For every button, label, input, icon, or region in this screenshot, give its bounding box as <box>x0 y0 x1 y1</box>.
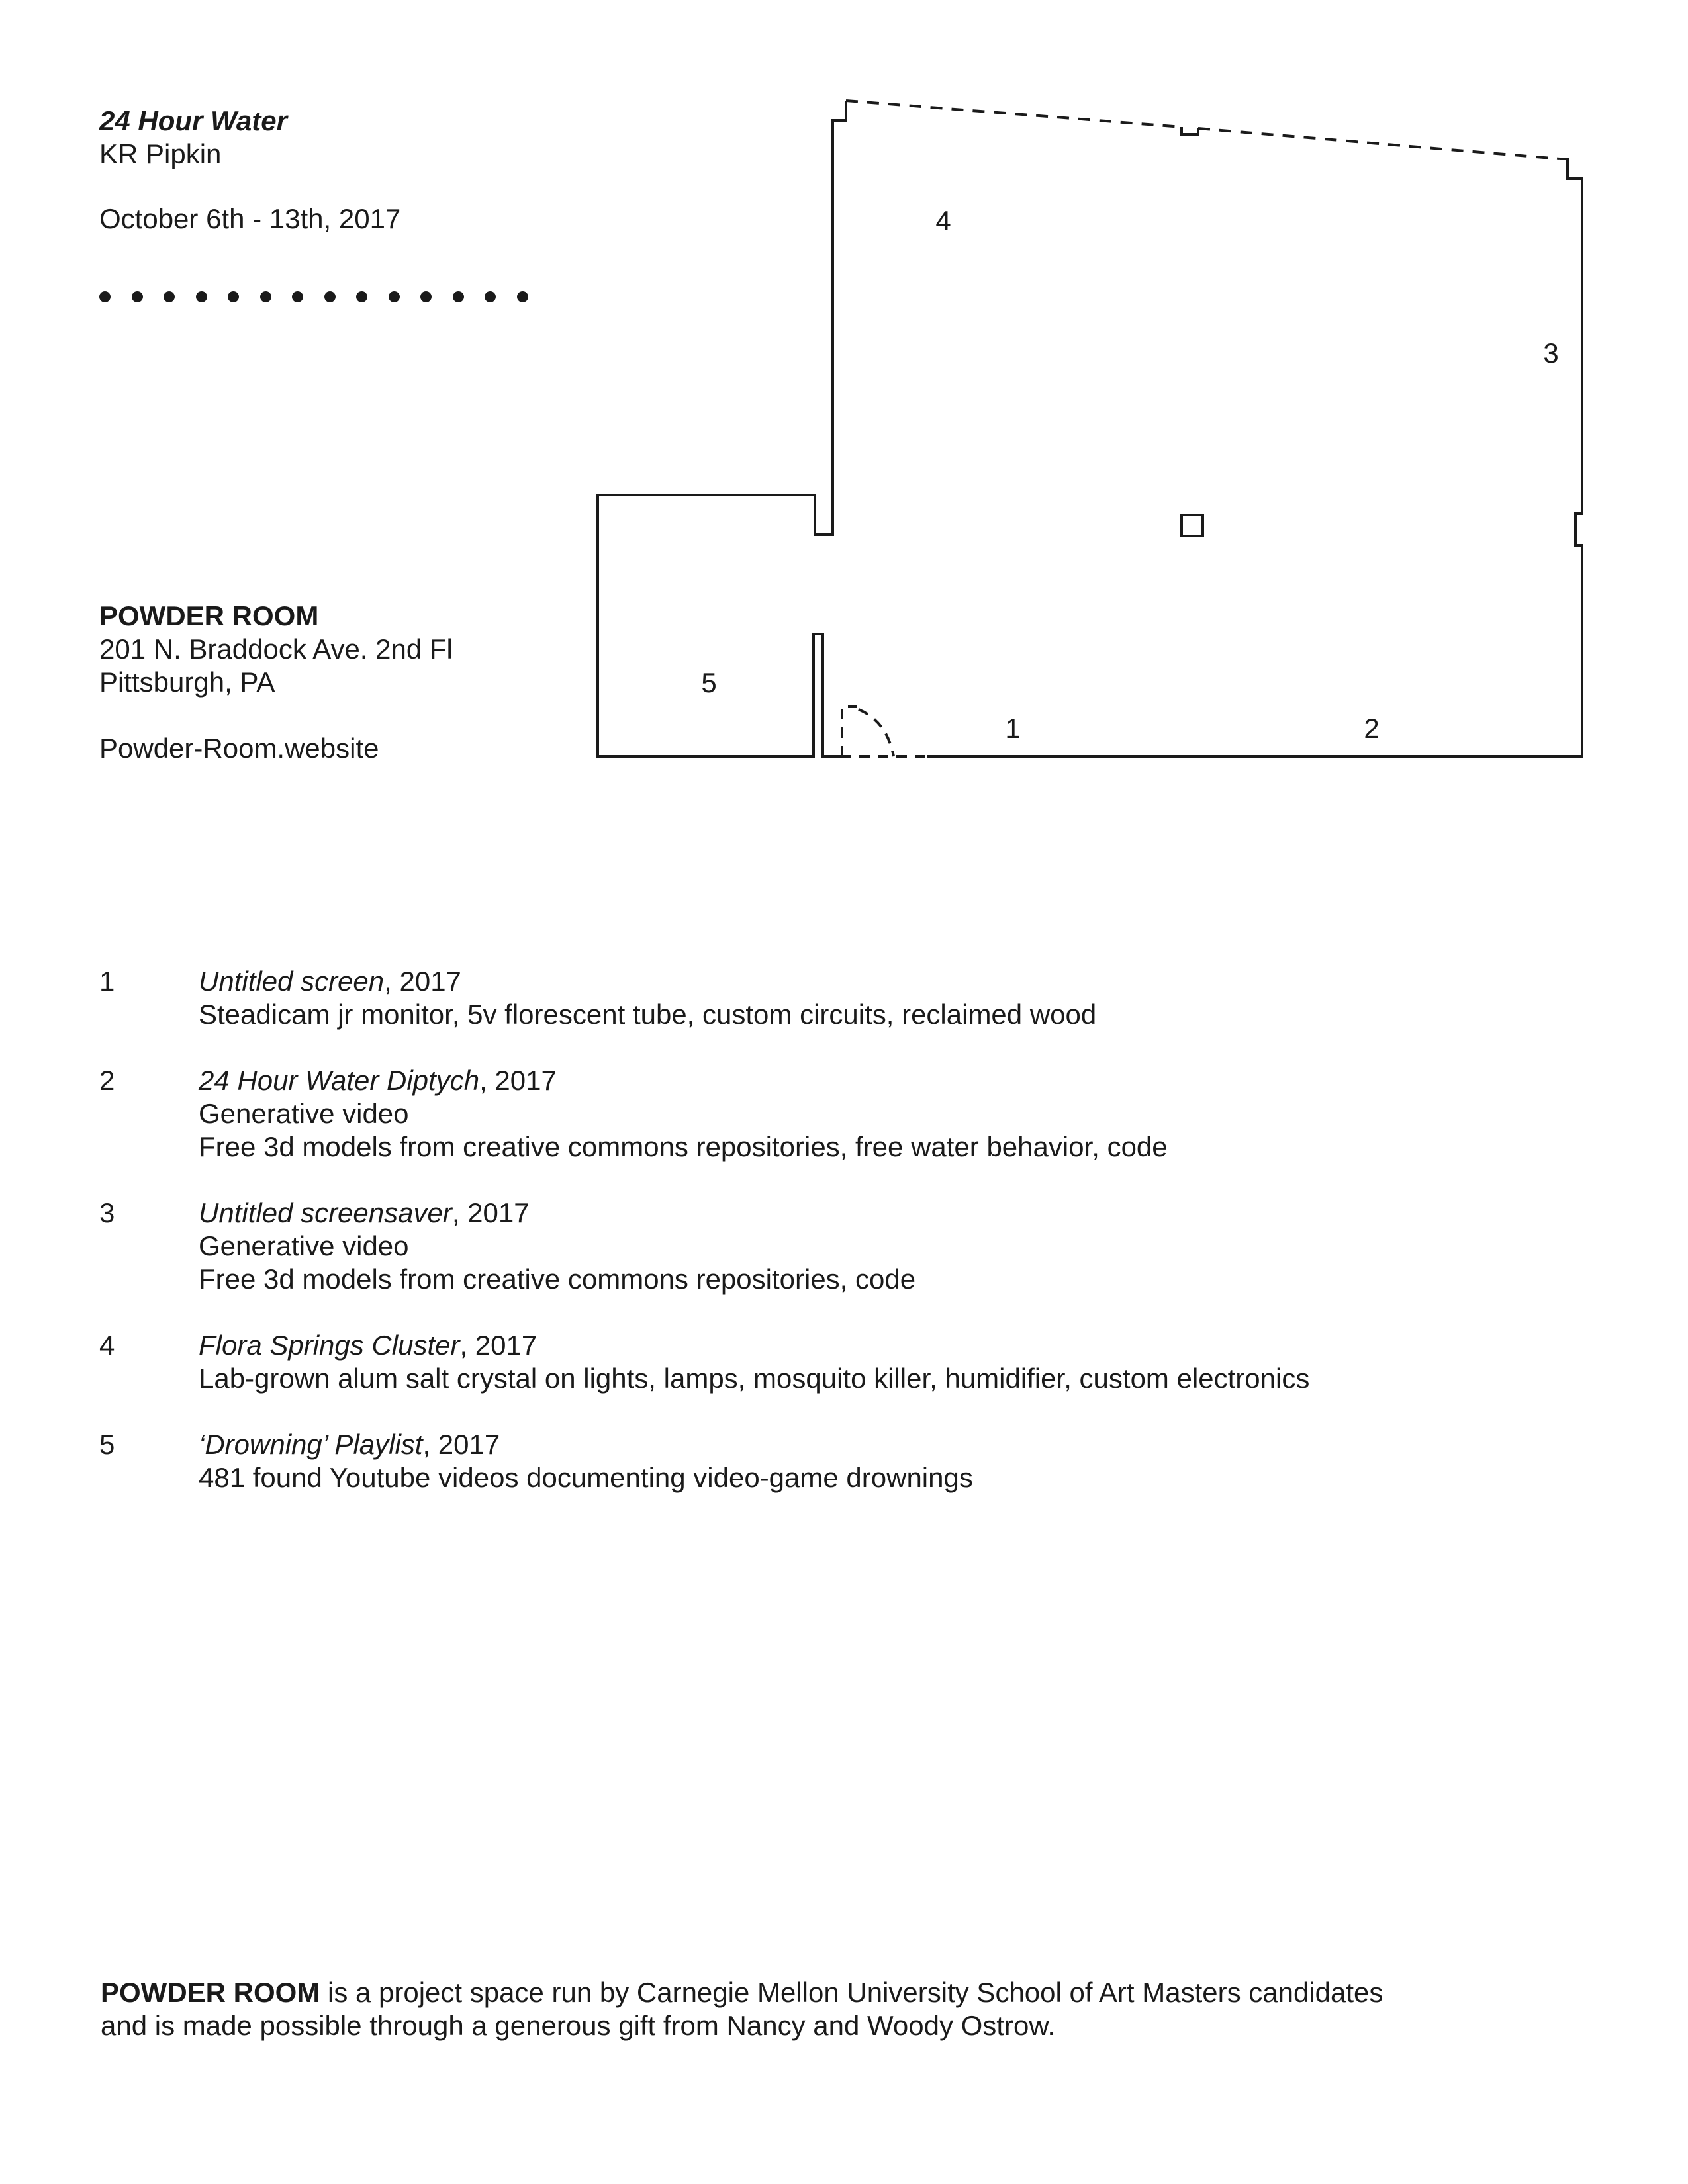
work-title: Untitled screen <box>199 966 385 997</box>
footer-line1: is a project space run by Carnegie Mellon University School of Art Masters candidates <box>320 1977 1383 2008</box>
door-swing <box>841 707 927 756</box>
work-title: Flora Springs Cluster <box>199 1330 460 1361</box>
work-year: , 2017 <box>384 966 461 997</box>
room-label-3: 3 <box>1543 338 1559 369</box>
work-number: 3 <box>99 1197 115 1228</box>
work-detail: Generative video <box>199 1230 409 1261</box>
work-number: 4 <box>99 1330 115 1361</box>
venue-name: POWDER ROOM <box>99 600 319 631</box>
work-year: , 2017 <box>459 1330 538 1361</box>
room-label-5: 5 <box>701 667 717 698</box>
work-number: 1 <box>99 966 115 997</box>
work-number: 5 <box>99 1429 115 1460</box>
work-year: , 2017 <box>451 1197 530 1228</box>
work-detail: Free 3d models from creative commons repositories, free water behavior, code <box>199 1131 1168 1162</box>
work-detail: Free 3d models from creative commons repositories, code <box>199 1263 916 1295</box>
show-title: 24 Hour Water <box>99 105 287 136</box>
room-label-4: 4 <box>935 205 951 236</box>
venue-address-line2: Pittsburgh, PA <box>99 666 275 698</box>
main-room-wall-east <box>927 159 1582 756</box>
work-title: Untitled screensaver <box>199 1197 452 1228</box>
footer-line2: and is made possible through a generous gift from Nancy and Woody Ostrow. <box>101 2010 1056 2041</box>
venue-address-line1: 201 N. Braddock Ave. 2nd Fl <box>99 633 453 664</box>
work-year: , 2017 <box>479 1065 557 1096</box>
floor-plan <box>0 0 1688 794</box>
top-notch <box>1182 127 1198 134</box>
main-room-wall <box>598 101 846 756</box>
footer-note <box>101 1976 1383 2042</box>
work-year: , 2017 <box>422 1429 500 1460</box>
dashed-north-edge <box>846 101 1560 159</box>
room-label-2: 2 <box>1364 713 1380 744</box>
work-detail: Generative video <box>199 1098 409 1129</box>
room-label-1: 1 <box>1005 713 1021 744</box>
work-detail: 481 found Youtube videos documenting video-game drownings <box>199 1462 973 1493</box>
work-number: 2 <box>99 1065 115 1096</box>
show-dates: October 6th - 13th, 2017 <box>99 203 401 234</box>
work-title: 24 Hour Water Diptych <box>199 1065 480 1096</box>
work-title: ‘Drowning’ Playlist <box>199 1429 423 1460</box>
artist-name: KR Pipkin <box>99 138 222 169</box>
venue-website-link[interactable]: Powder-Room.website <box>99 733 379 764</box>
work-detail: Lab-grown alum salt crystal on lights, lamps, mosquito killer, humidifier, custom electronics <box>199 1363 1310 1394</box>
work-detail: Steadicam jr monitor, 5v florescent tube, custom circuits, reclaimed wood <box>199 999 1097 1030</box>
footer-venue-name: POWDER ROOM <box>101 1977 320 2008</box>
column <box>1182 515 1203 536</box>
